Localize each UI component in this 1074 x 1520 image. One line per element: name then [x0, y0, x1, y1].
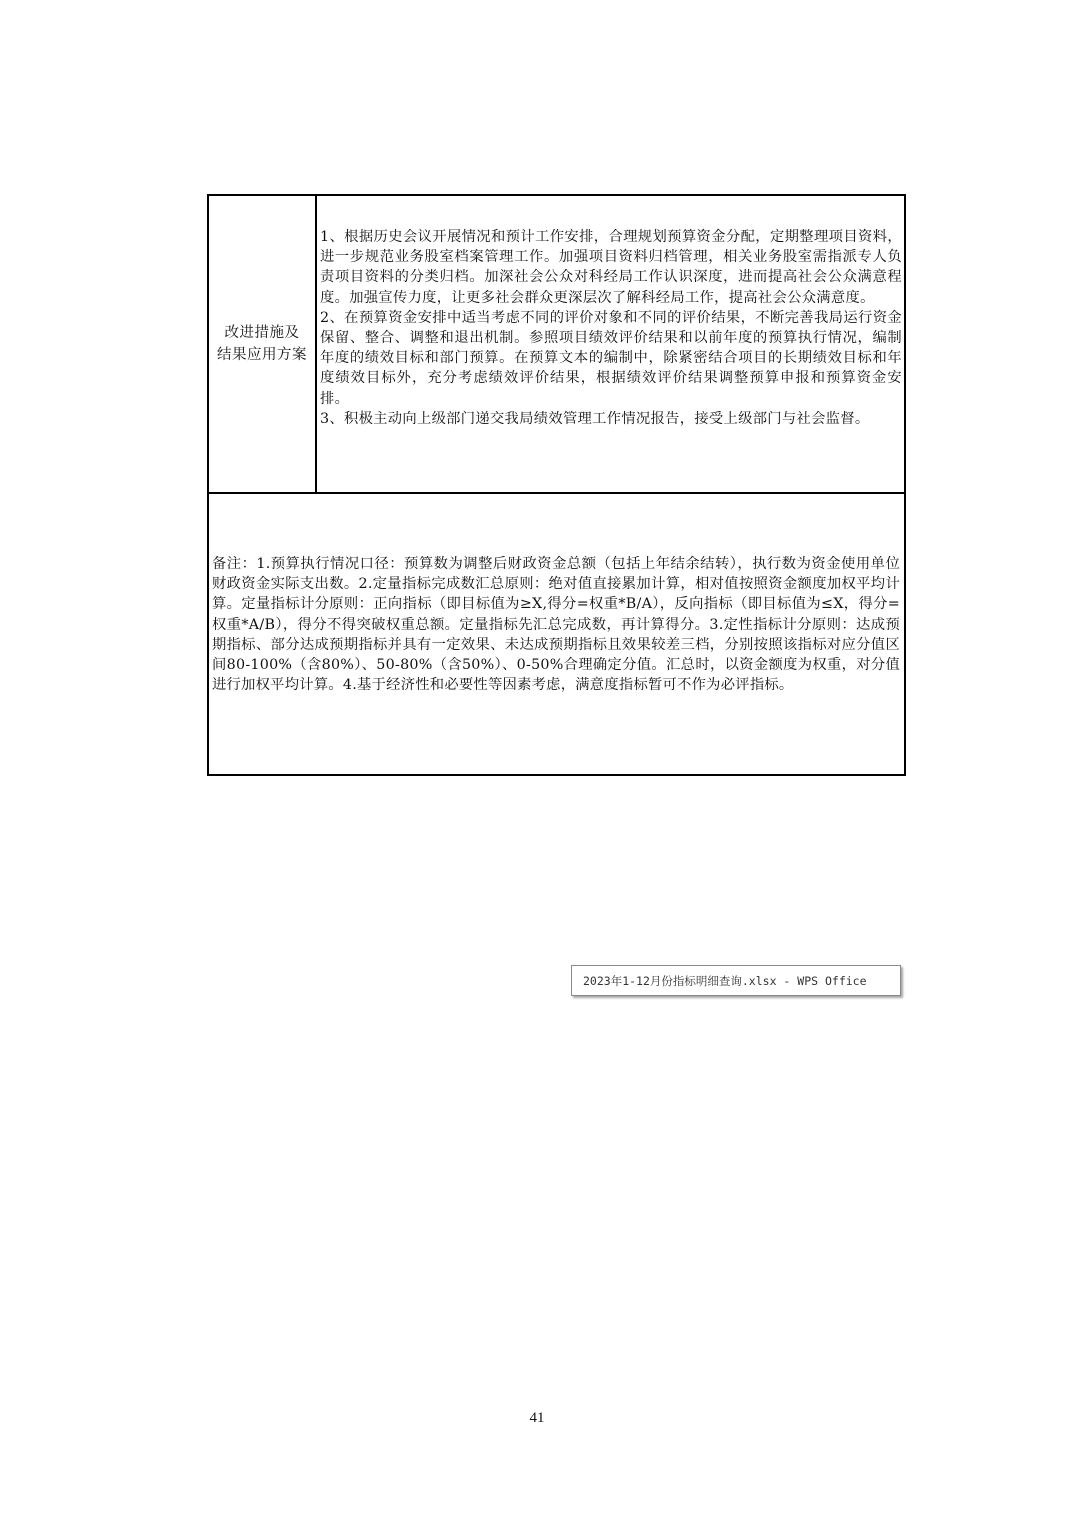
row-label-cell	[209, 196, 317, 492]
notes-row	[209, 494, 904, 774]
improvement-measures-content	[317, 196, 904, 492]
window-title-tooltip	[571, 965, 901, 996]
measure-item-1: 1、根据历史会议开展情况和预计工作安排，合理规划预算资金分配，定期整理项目资料，进一步规范业务股室档案管理工作。加强项目资料归档管理，相关业务股室需指派专人负责项目资料的分类归档。加深社会公众对科经局工作认识深度，进而提高社会公众满意程度。加强宣传力度，让更多社会群众更深层次了解科经局工作，提高社会公众满意度。	[320, 229, 902, 306]
measure-item-3: 3、积极主动向上级部门递交我局绩效管理工作情况报告，接受上级部门与社会监督。	[320, 410, 870, 427]
improvement-measures-row	[209, 196, 904, 494]
notes-text: 备注：1.预算执行情况口径：预算数为调整后财政资金总额（包括上年结余结转），执行数为资金使用单位财政资金实际支出数。2.定量指标完成数汇总原则：绝对值直接累加计算，相对值按照资金额度加权平均计算。定量指标计分原则：正向指标（即目标值为≥X,得分=权重*B/A），反向指标（即目标值为≤X，得分=权重*A/B），得分不得突破权重总额。定量指标先汇总完成数，再计算得分。3.定性指标计分原则：达成预期指标、部分达成预期指标并具有一定效果、未达成预期指标且效果较差三档，分别按照该指标对应分值区间80-100%（含80%）、50-80%（含50%）、0-50%合理确定分值。汇总时，以资金额度为权重，对分值进行加权平均计算。4.基于经济性和必要性等因素考虑，满意度指标暂可不作为必评指标。	[212, 556, 900, 694]
improvement-measures-label: 改进措施及 结果应用方案	[217, 325, 307, 363]
measure-item-2: 2、在预算资金安排中适当考虑不同的评价对象和不同的评价结果，不断完善我局运行资金保留、整合、调整和退出机制。参照项目绩效评价结果和以前年度的预算执行情况，编制年度的绩效目标和部门预算。在预算文本的编制中，除紧密结合项目的长期绩效目标和年度绩效目标外，充分考虑绩效评价结果，根据绩效评价结果调整预算申报和预算资金安排。	[320, 309, 902, 407]
page-number: 41	[529, 1410, 545, 1426]
performance-table	[207, 194, 906, 776]
tooltip-text: 2023年1-12月份指标明细查询.xlsx - WPS Office	[583, 973, 867, 988]
